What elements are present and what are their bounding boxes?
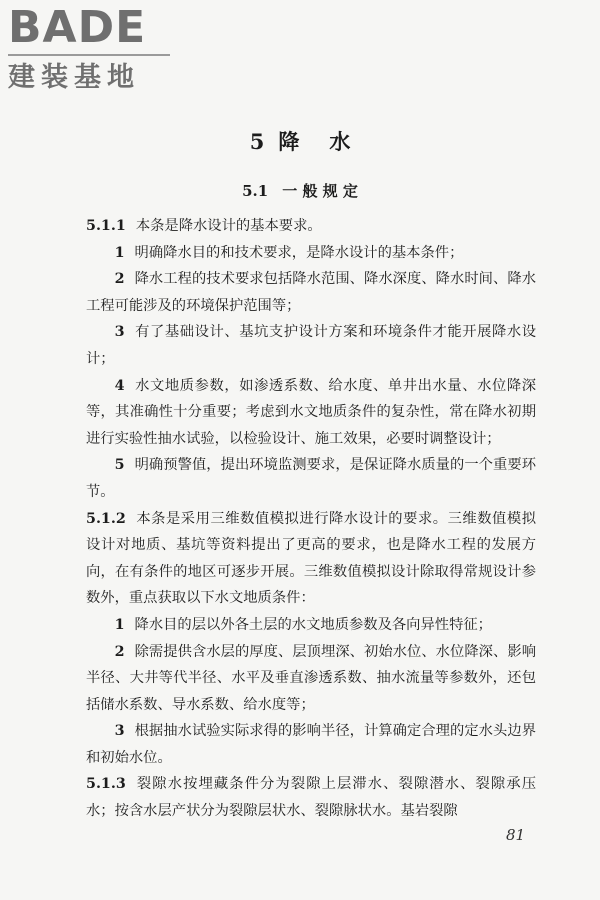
item-number: 4 [114,377,125,394]
paragraph-text: 裂隙水按埋藏条件分为裂隙上层滞水、裂隙潜水、裂隙承压水；按含水层产状分为裂隙层状水、裂隙脉状水。基岩裂隙 [86,776,536,820]
item-paragraph [86,639,536,719]
clause-number: 5.1.2 [86,510,126,527]
item-number: 2 [114,271,125,288]
item-paragraph [86,452,536,505]
paragraph-text: 降水工程的技术要求包括降水范围、降水深度、降水时间、降水工程可能涉及的环境保护范围等； [86,271,536,314]
chapter-title-char-2: 水 [329,129,351,154]
paragraph-text: 本条是降水设计的基本要求。 [135,218,322,234]
paragraph-text: 水文地质参数，如渗透系数、给水度、单井出水量、水位降深等，其准确性十分重要；考虑到水文地质条件的复杂性，常在降水初期进行实验性抽水试验，以检验设计、施工效果，必要时调整设计； [86,377,536,447]
clause-number: 5.1.1 [86,218,126,234]
item-number: 1 [114,244,125,261]
item-number: 3 [114,723,125,740]
item-paragraph [86,319,536,372]
chapter-title-char-1: 降 [278,129,300,154]
body-text [86,213,536,825]
section-title: 一 般 规 定 [282,182,358,200]
section-number: 5.1 [242,182,269,200]
chapter-number: 5 [249,129,265,154]
clause-paragraph [86,771,536,824]
logo-mark: BADE [8,2,147,53]
paragraph-text: 根据抽水试验实际求得的影响半径，计算确定合理的定水头边界和初始水位。 [86,723,536,766]
section-heading [0,180,600,201]
chapter-title [0,126,600,156]
page-number: 81 [506,826,526,844]
item-paragraph [86,240,536,267]
logo-divider [8,54,170,56]
paragraph-text: 明确预警值，提出环境监测要求，是保证降水质量的一个重要环节。 [86,457,536,500]
item-paragraph [86,718,536,771]
paragraph-text: 除需提供含水层的厚度、层顶埋深、初始水位、水位降深、影响半径、大井等代半径、水平及垂直渗透系数、抽水流量等参数外，还包括储水系数、导水系数、给水度等； [86,643,536,713]
item-paragraph [86,373,536,453]
paragraph-text: 降水目的层以外各土层的水文地质参数及各向异性特征； [134,616,492,633]
paragraph-text: 明确降水目的和技术要求，是降水设计的基本条件； [134,244,464,261]
paragraph-text: 本条是采用三维数值模拟进行降水设计的要求。三维数值模拟设计对地质、基坑等资料提出了更高的要求，也是降水工程的发展方向，在有条件的地区可逐步开展。三维数值模拟设计除取得常规设计参数外，重点获取以下水文地质条件： [86,510,536,607]
publisher-logo [8,4,178,94]
paragraph-text: 有了基础设计、基坑支护设计方案和环境条件才能开展降水设计； [86,324,536,367]
item-number: 1 [114,616,125,633]
clause-number: 5.1.3 [86,776,126,793]
logo-subtitle: 建装基地 [8,62,140,93]
clause-paragraph [86,213,536,240]
item-paragraph [86,266,536,319]
clause-paragraph [86,506,536,612]
item-number: 2 [114,643,125,660]
item-paragraph [86,612,536,639]
item-number: 3 [114,324,125,341]
item-number: 5 [114,457,125,474]
